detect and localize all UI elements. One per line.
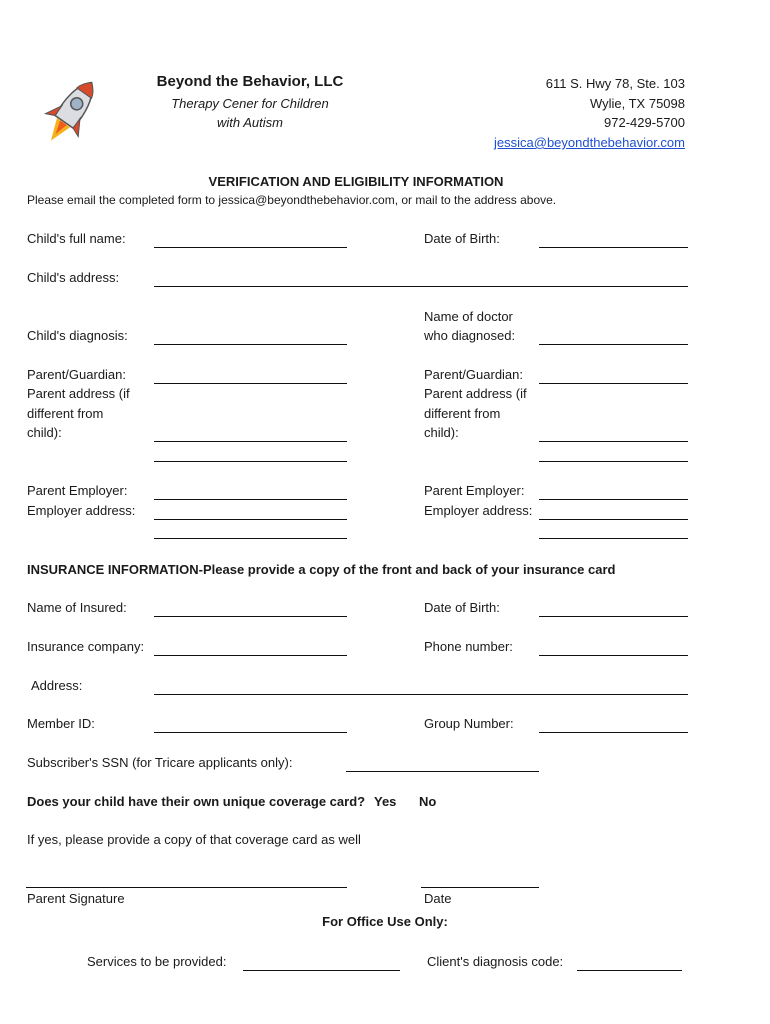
ssn-label: Subscriber's SSN (for Tricare applicants only): [27, 755, 293, 770]
address-line2: Wylie, TX 75098 [589, 96, 685, 111]
parent-employer-field-right[interactable] [539, 499, 688, 500]
diagnosis-code-field[interactable] [577, 970, 682, 971]
group-number-label: Group Number: [424, 716, 514, 731]
parent-employer-label-right: Parent Employer: [424, 483, 525, 498]
ssn-field[interactable] [346, 771, 539, 772]
diagnosis-code-label: Client's diagnosis code: [427, 954, 564, 969]
parent-address-label-left-1: Parent address (if [27, 386, 130, 401]
parent-address-label-right-2: different from [424, 406, 501, 421]
parent-address-field-right-1[interactable] [539, 441, 688, 442]
services-field[interactable] [243, 970, 400, 971]
parent-signature-field[interactable] [26, 887, 347, 888]
coverage-question: Does your child have their own unique coverage card? [27, 794, 366, 809]
parent-address-field-left-2[interactable] [154, 461, 347, 462]
childs-address-field[interactable] [154, 286, 688, 287]
parent-address-label-right-3: child): [424, 425, 459, 440]
signature-date-label: Date [424, 891, 452, 906]
signature-date-field[interactable] [421, 887, 539, 888]
employer-address-label-left: Employer address: [27, 503, 136, 518]
parent-guardian-label-left: Parent/Guardian: [27, 367, 127, 382]
verification-instructions: Please email the completed form to jessica@beyondthebehavior.com, or mail to the address above. [27, 193, 557, 207]
childs-diagnosis-field[interactable] [154, 344, 347, 345]
coverage-no-option[interactable]: No [419, 794, 437, 809]
parent-address-label-left-2: different from [27, 406, 104, 421]
services-label: Services to be provided: [87, 954, 227, 969]
employer-address-field-right-1[interactable] [539, 519, 688, 520]
phone-number-label: Phone number: [424, 639, 513, 654]
insured-dob-field[interactable] [539, 616, 688, 617]
rocket-icon [38, 72, 104, 152]
parent-employer-label-left: Parent Employer: [27, 483, 128, 498]
childs-diagnosis-label: Child's diagnosis: [27, 328, 128, 343]
employer-address-label-right: Employer address: [424, 503, 533, 518]
doctor-label-line1: Name of doctor [424, 309, 513, 324]
dob-label: Date of Birth: [424, 231, 500, 246]
employer-address-field-right-2[interactable] [539, 538, 688, 539]
coverage-yes-option[interactable]: Yes [374, 794, 397, 809]
parent-guardian-field-left[interactable] [154, 383, 347, 384]
company-name: Beyond the Behavior, LLC [156, 73, 344, 90]
phone-number-field[interactable] [539, 655, 688, 656]
doctor-label-line2: who diagnosed: [424, 328, 516, 343]
dob-field[interactable] [539, 247, 688, 248]
parent-signature-label: Parent Signature [27, 891, 125, 906]
phone-number: 972-429-5700 [604, 115, 685, 130]
insurance-title: INSURANCE INFORMATION-Please provide a copy of the front and back of your insurance card [27, 562, 616, 577]
member-id-label: Member ID: [27, 716, 95, 731]
office-use-title: For Office Use Only: [322, 914, 448, 929]
parent-guardian-field-right[interactable] [539, 383, 688, 384]
insurance-address-label: Address: [31, 678, 83, 693]
tagline-line2: with Autism [217, 115, 283, 130]
group-number-field[interactable] [539, 732, 688, 733]
childs-full-name-label: Child's full name: [27, 231, 126, 246]
verification-title: VERIFICATION AND ELIGIBILITY INFORMATION [208, 174, 504, 189]
doctor-field[interactable] [539, 344, 688, 345]
name-of-insured-label: Name of Insured: [27, 600, 127, 615]
employer-address-field-left-2[interactable] [154, 538, 347, 539]
employer-address-field-left-1[interactable] [154, 519, 347, 520]
member-id-field[interactable] [154, 732, 347, 733]
insured-dob-label: Date of Birth: [424, 600, 500, 615]
address-line1: 611 S. Hwy 78, Ste. 103 [545, 76, 685, 91]
insurance-company-label: Insurance company: [27, 639, 145, 654]
insurance-company-field[interactable] [154, 655, 347, 656]
parent-guardian-label-right: Parent/Guardian: [424, 367, 524, 382]
coverage-note: If yes, please provide a copy of that coverage card as well [27, 832, 361, 847]
parent-address-label-right-1: Parent address (if [424, 386, 527, 401]
childs-full-name-field[interactable] [154, 247, 347, 248]
parent-employer-field-left[interactable] [154, 499, 347, 500]
parent-address-label-left-3: child): [27, 425, 62, 440]
parent-address-field-left-1[interactable] [154, 441, 347, 442]
parent-address-field-right-2[interactable] [539, 461, 688, 462]
email-link[interactable]: jessica@beyondthebehavior.com [494, 135, 685, 150]
childs-address-label: Child's address: [27, 270, 120, 285]
name-of-insured-field[interactable] [154, 616, 347, 617]
insurance-address-field[interactable] [154, 694, 688, 695]
tagline-line1: Therapy Cener for Children [171, 96, 329, 111]
